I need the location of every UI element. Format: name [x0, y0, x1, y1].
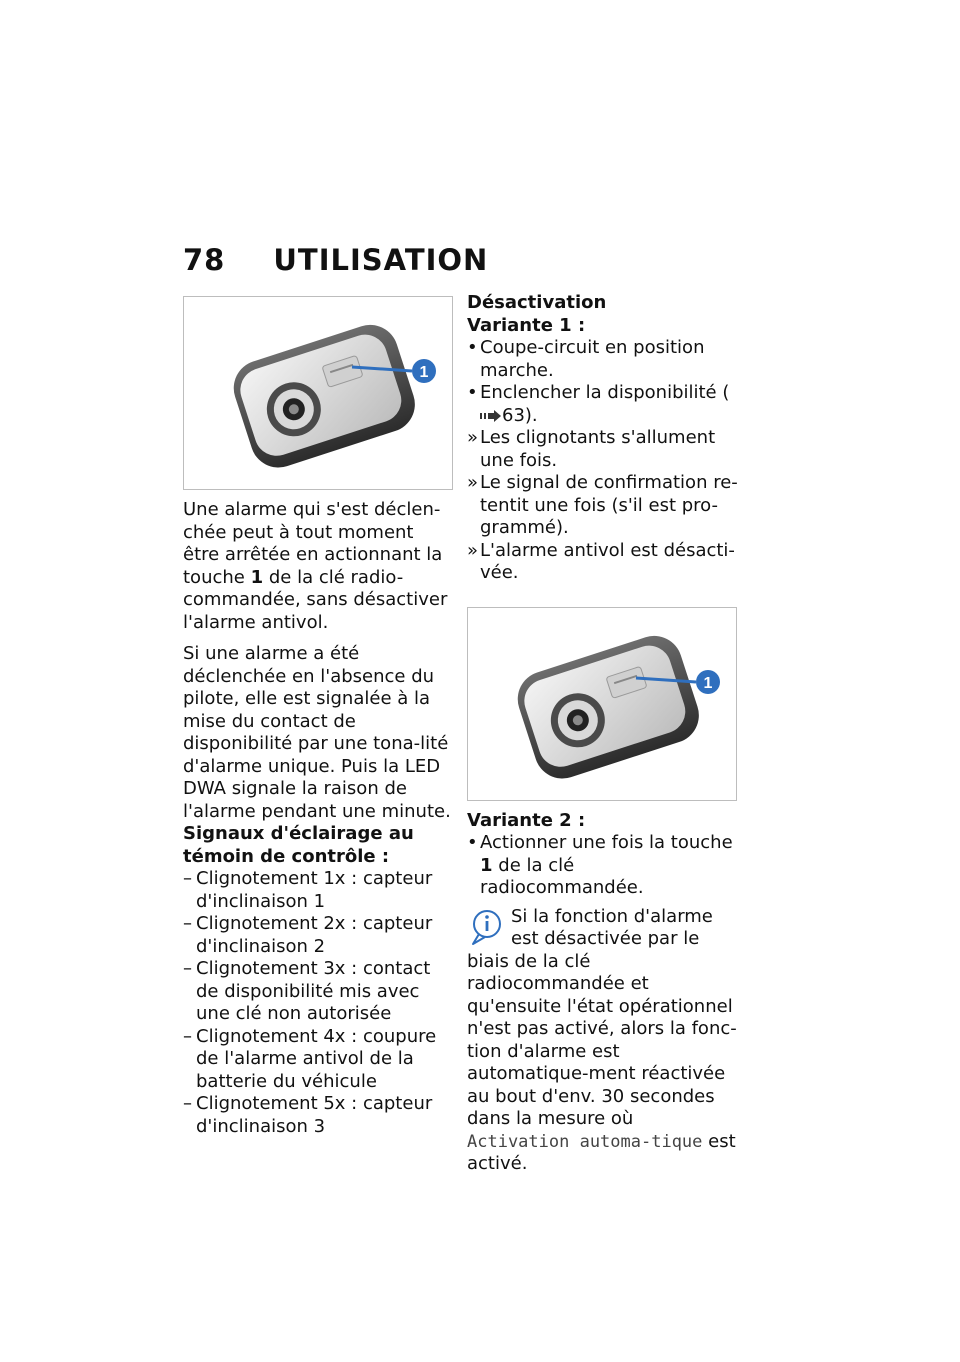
paragraph-text: Une alarme qui s'est déclen-chée peut à tout moment être arrêtée en actionnant la touche: [183, 499, 443, 588]
paragraph-alarm-triggered: Si une alarme a été déclenchée en l'absence du pilote, elle est signalée à la mise du contact de disponibilité par une tona-lité d'alarme unique. Puis la LED DWA signale la raison de l'alarme pendant une minute.: [183, 643, 451, 822]
key-reference: 1: [250, 566, 264, 588]
key-fob-illustration-2: [467, 607, 737, 801]
callout-number: 1: [419, 364, 429, 381]
list-item: » Le signal de confirmation re-tentit une fois (s'il est pro-grammé).: [467, 472, 738, 538]
paragraph-text-tail: de la clé radio-commandée, sans désactiver l'alarme antivol.: [183, 566, 448, 633]
list-item: • Enclencher la disponibilité (63).: [467, 382, 730, 426]
variant2-heading: Variante 2 :: [467, 809, 586, 831]
page-number: 78: [183, 243, 226, 277]
list-item: – Clignotement 1x : capteur d'inclinaison 1: [183, 868, 433, 912]
variant1-heading: Variante 1 :: [467, 314, 586, 336]
deactivation-heading: Désactivation: [467, 292, 607, 313]
menu-option-name: Activation automa-tique: [467, 1131, 703, 1152]
list-item: » L'alarme antivol est désacti-vée.: [467, 539, 735, 583]
list-item: • Actionner une fois la touche 1 de la clé radiocommandée.: [467, 832, 733, 898]
signals-list: [183, 868, 453, 1138]
page-reference-arrow-icon: [480, 410, 502, 422]
key-fob-drawing: [468, 608, 736, 800]
list-item: – Clignotement 3x : contact de disponibilité mis avec une clé non autorisée: [183, 958, 431, 1024]
info-icon: [467, 906, 507, 948]
left-column: [183, 296, 453, 1138]
info-note: [467, 906, 739, 1176]
list-item: • Coupe-circuit en position marche.: [467, 337, 705, 381]
paragraph-alarm-stop: [183, 499, 453, 634]
key-fob-illustration: [183, 296, 453, 490]
callout-number: 1: [703, 674, 713, 692]
page-header: [183, 243, 488, 277]
list-item: – Clignotement 2x : capteur d'inclinaison 2: [183, 913, 433, 957]
page-title: UTILISATION: [273, 243, 489, 277]
list-item: – Clignotement 4x : coupure de l'alarme antivol de la batterie du véhicule: [183, 1025, 437, 1092]
variant2-list: [467, 832, 739, 900]
key-fob-drawing: [184, 297, 452, 489]
list-item: – Clignotement 5x : capteur d'inclinaison 3: [183, 1093, 433, 1137]
signals-heading: Signaux d'éclairage au témoin de contrôle :: [183, 823, 414, 867]
page-reference[interactable]: 63).: [502, 404, 538, 426]
list-item: » Les clignotants s'allument une fois.: [467, 427, 716, 471]
right-column: [467, 292, 739, 1176]
variant1-list: [467, 337, 739, 585]
note-text: Si la fonction d'alarme est désactivée par le biais de la clé radiocommandée et qu'ensuite l'état opérationnel n'est pas activé, alors la fonc-tion d'alarme est automatique-ment réactivée au bout d'env. 30 secondes dans la mesure où: [467, 905, 737, 1129]
note-text-tail: est activé.: [467, 1130, 736, 1174]
